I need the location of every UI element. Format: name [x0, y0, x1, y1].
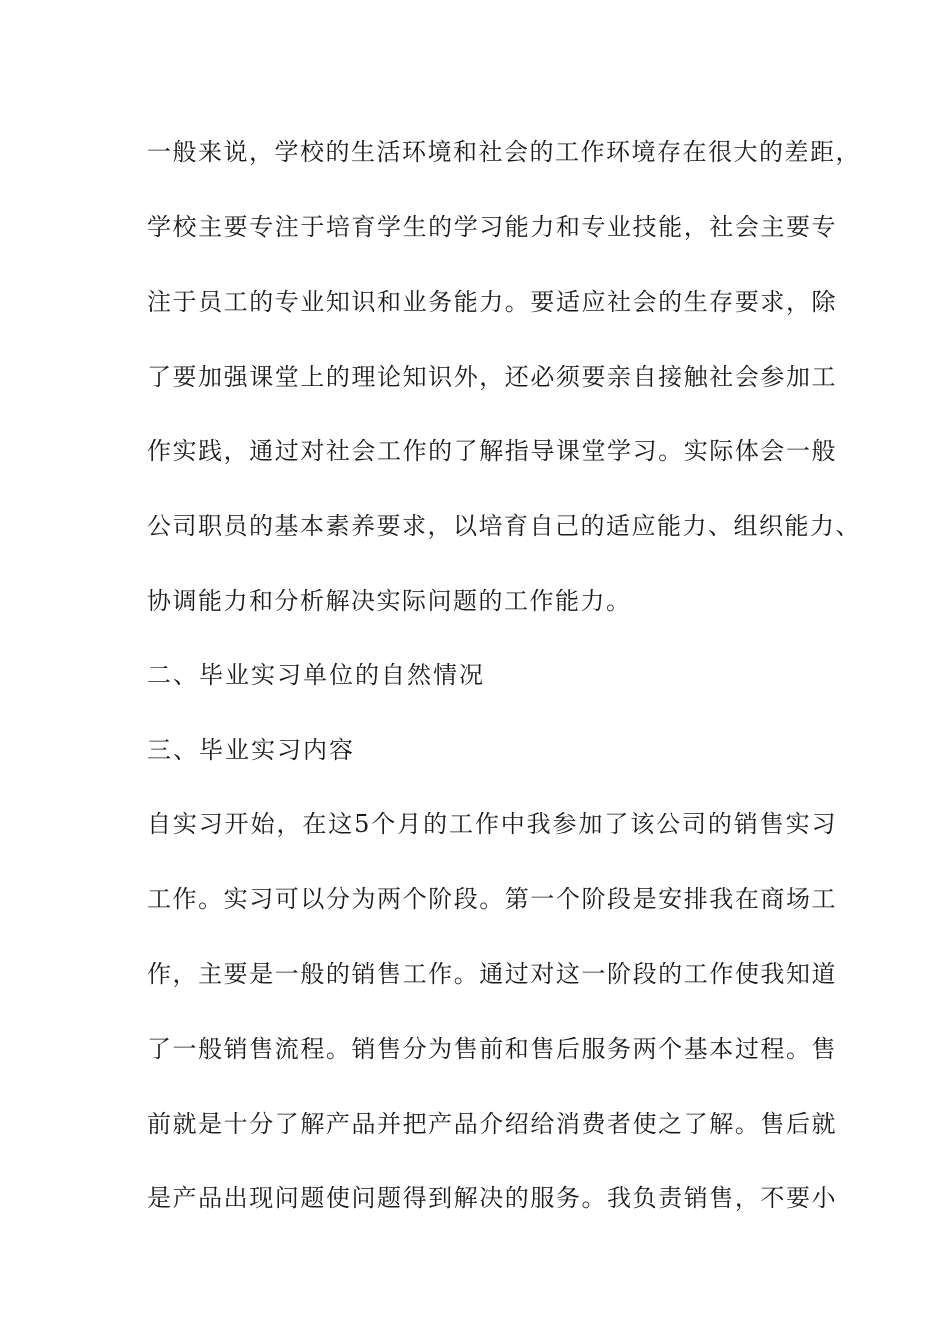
- section-heading-2: 二、毕业实习单位的自然情况: [147, 661, 485, 689]
- paragraph-2-line-5: 前就是十分了解产品并把产品介绍给消费者使之了解。售后就: [147, 1110, 837, 1138]
- paragraph-1-line-4: 了要加强课堂上的理论知识外，还必须要亲自接触社会参加工: [147, 363, 837, 391]
- paragraph-2-line-4: 了一般销售流程。销售分为售前和售后服务两个基本过程。售: [147, 1035, 837, 1063]
- paragraph-2-line-6: 是产品出现问题使问题得到解决的服务。我负责销售，不要小: [147, 1184, 837, 1212]
- paragraph-2-line-3: 作，主要是一般的销售工作。通过对这一阶段的工作使我知道: [147, 960, 837, 988]
- paragraph-1-line-5: 作实践，通过对社会工作的了解指导课堂学习。实际体会一般: [147, 437, 837, 465]
- paragraph-1-line-6: 公司职员的基本素养要求，以培育自己的适应能力、组织能力、: [147, 512, 861, 540]
- paragraph-1-line-7: 协调能力和分析解决实际问题的工作能力。: [147, 587, 632, 615]
- section-heading-3: 三、毕业实习内容: [147, 736, 355, 764]
- paragraph-1-line-3: 注于员工的专业知识和业务能力。要适应社会的生存要求，除: [147, 288, 837, 316]
- paragraph-1-line-1: 一般来说，学校的生活环境和社会的工作环境存在很大的差距，: [147, 138, 861, 166]
- paragraph-2-line-1: 自实习开始，在这5个月的工作中我参加了该公司的销售实习: [147, 810, 837, 838]
- paragraph-1-line-2: 学校主要专注于培育学生的学习能力和专业技能，社会主要专: [147, 213, 837, 241]
- paragraph-2-line-2: 工作。实习可以分为两个阶段。第一个阶段是安排我在商场工: [147, 885, 837, 913]
